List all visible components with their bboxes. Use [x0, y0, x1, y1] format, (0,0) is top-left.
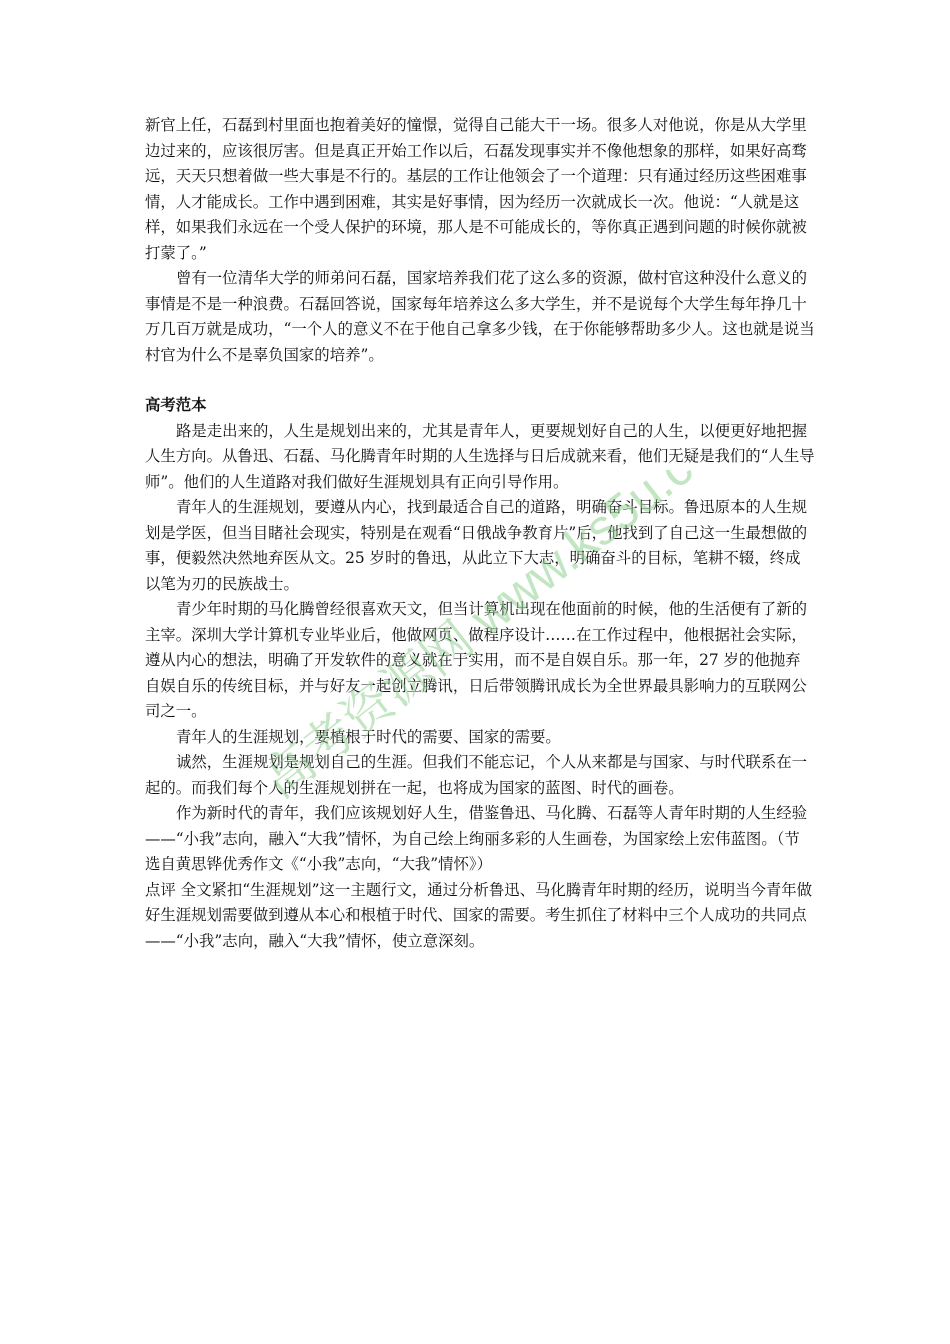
document-body [145, 113, 815, 954]
section-heading: 高考范本 [145, 396, 207, 414]
paragraph-shilei-answer: 曾有一位清华大学的师弟问石磊，国家培养我们花了这么多的资源，做村官这种没什么意义的事情是不是一种浪费。石磊回答说，国家每年培养这么多大学生，并不是说每个大学生每年挣几十万几百万就是成功，“一个人的意义不在于他自己拿多少钱，在于你能够帮助多少人。这也就是说当村官为什么不是辜负国家的培养”。 [145, 269, 815, 364]
watermark-text: 高考资源网 www.ks5u.com [270, 470, 700, 809]
comment-paragraph: 点评 全文紧扣“生涯规划”这一主题行文，通过分析鲁迅、马化腾青年时期的经历，说明当今青年做好生涯规划需要做到遵从本心和根植于时代、国家的需要。考生抓住了材料中三个人成功的共同点——“小我”志向，融入“大我”情怀，使立意深刻。 [145, 880, 813, 950]
essay-paragraph: 青年人的生涯规划，要遵从内心，找到最适合自己的道路，明确奋斗目标。鲁迅原本的人生规划是学医，但当目睹社会现实，特别是在观看“日俄战争教育片”后，他找到了自己这一生最想做的事，便毅然决然地弃医从文。25 岁时的鲁迅，从此立下大志，明确奋斗的目标，笔耕不辍，终成以笔为刃的民族战士。 [145, 498, 808, 593]
paragraph-shilei-work: 新官上任，石磊到村里面也抱着美好的憧憬，觉得自己能大干一场。很多人对他说，你是从大学里边过来的，应该很厉害。但是真正开始工作以后，石磊发现事实并不像他想象的那样，如果好高骛远，天天只想着做一些大事是不行的。基层的工作让他领会了一个道理：只有通过经历这些困难事情，人才能成长。工作中遇到困难，其实是好事情，因为经历一次就成长一次。他说：“人就是这样，如果我们永远在一个受人保护的环境，那人是不可能成长的，等你真正遇到问题的时候你就被打蒙了。” [145, 116, 807, 262]
essay-paragraph: 诚然，生涯规划是规划自己的生涯。但我们不能忘记，个人从来都是与国家、与时代联系在一起的。而我们每个人的生涯规划拼在一起，也将成为国家的蓝图、时代的画卷。 [145, 753, 808, 797]
essay-paragraph: 青少年时期的马化腾曾经很喜欢天文，但当计算机出现在他面前的时候，他的生活便有了新的主宰。深圳大学计算机专业毕业后，他做网页、做程序设计……在工作过程中，他根据社会实际，遵从内心的想法，明确了开发软件的意义就在于实用，而不是自娱自乐。那一年，27 岁的他抛弃自娱自乐的传统目标，并与好友一起创立腾讯，日后带领腾讯成长为全世界最具影响力的互联网公司之一。 [145, 600, 808, 720]
essay-paragraph: 路是走出来的，人生是规划出来的，尤其是青年人，更要规划好自己的人生，以便更好地把握人生方向。从鲁迅、石磊、马化腾青年时期的人生选择与日后成就来看，他们无疑是我们的“人生导师”。他们的人生道路对我们做好生涯规划具有正向引导作用。 [145, 421, 815, 491]
essay-paragraph: 作为新时代的青年，我们应该规划好人生，借鉴鲁迅、马化腾、石磊等人青年时期的人生经验——“小我”志向，融入“大我”情怀，为自己绘上绚丽多彩的人生画卷，为国家绘上宏伟蓝图。（节选自黄思铧优秀作文《“小我”志向，“大我”情怀》） [145, 804, 808, 873]
essay-paragraph: 青年人的生涯规划，要植根于时代的需要、国家的需要。 [176, 727, 561, 746]
